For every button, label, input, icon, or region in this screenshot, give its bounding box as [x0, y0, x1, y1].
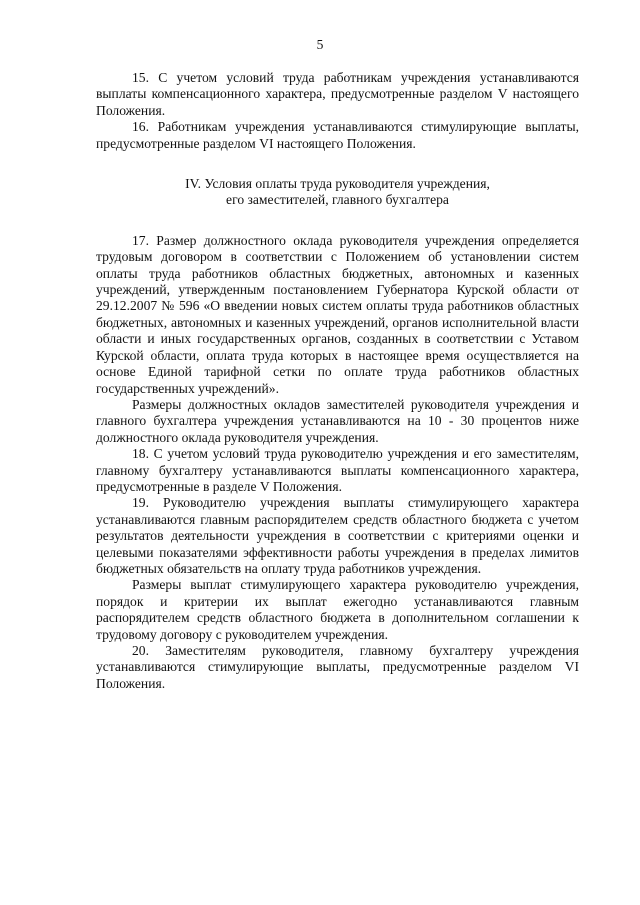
paragraph-deputy-salaries: Размеры должностных окладов заместителей руководителя учреждения и главного бухгалтера учреждения устанавливаются на 10 - 30 процентов ниже должностного оклада руководителя учреждения. — [96, 396, 579, 445]
page-number: 5 — [316, 37, 324, 52]
paragraph-17: 17. Размер должностного оклада руководителя учреждения определяется трудовым договором в соответствии с Положением об установлении систем оплаты труда работников областных бюджетных, автономных и казенных учреждений, утвержденным постановлением Губернатора Курской области от 29.12.2007 № 596 «О введении новых систем оплаты труда работников областных бюджетных, автономных и казенных учреждений, органов исполнительной власти области и иных государственных органов, созданных в соответствии с Уставом Курской области, оплата труда которых в настоящее время осуществляется на основе Единой тарифной сетки по оплате труда работников областных государственных учреждений». — [96, 232, 579, 396]
section-heading-line-1: IV. Условия оплаты труда руководителя учреждения, — [185, 176, 490, 192]
paragraph-15: 15. С учетом условий труда работникам учреждения устанавливаются выплаты компенсационного характера, предусмотренные разделом V настоящего Положения. — [96, 70, 579, 118]
document-body — [96, 70, 579, 692]
paragraph-19: 19. Руководителю учреждения выплаты стимулирующего характера устанавливаются главным распорядителем средств областного бюджета с учетом результатов деятельности учреждения в соответствии с критериями оценки и целевыми показателями эффективности работы учреждения в пределах лимитов бюджетных обязательств на оплату труда работников учреждения. — [96, 495, 579, 576]
paragraph-20: 20. Заместителям руководителя, главному бухгалтеру учреждения устанавливаются стимулирующие выплаты, предусмотренные разделом VI Положения. — [96, 643, 579, 691]
section-heading — [96, 176, 579, 209]
paragraph-18: 18. С учетом условий труда руководителю учреждения и его заместителям, главному бухгалтеру устанавливаются выплаты компенсационного характера, предусмотренные в разделе V Положения. — [96, 446, 579, 494]
paragraph-16: 16. Работникам учреждения устанавливаются стимулирующие выплаты, предусмотренные разделом VI настоящего Положения. — [96, 119, 579, 151]
paragraph-incentive-sizes: Размеры выплат стимулирующего характера руководителю учреждения, порядок и критерии их выплат ежегодно устанавливаются главным распорядителем средств областного бюджета в дополнительном соглашении к трудовому договору с руководителем учреждения. — [96, 577, 579, 642]
section-heading-line-2: его заместителей, главного бухгалтера — [226, 192, 449, 208]
